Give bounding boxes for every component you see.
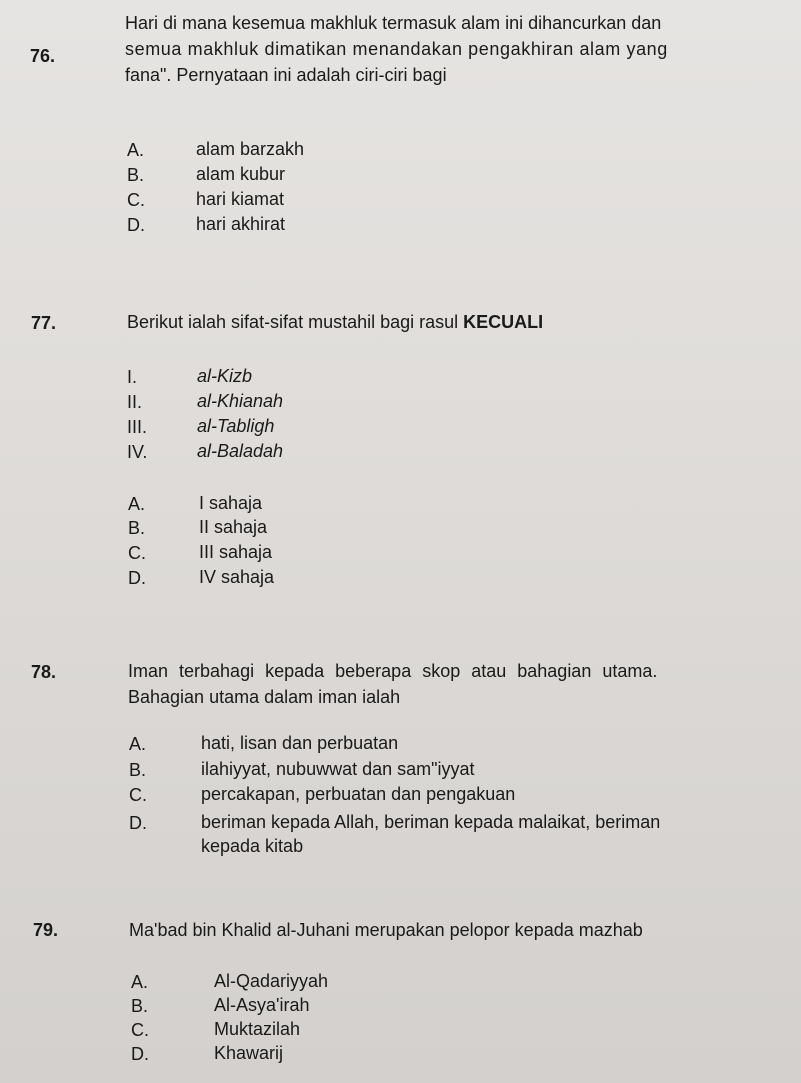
- question-line: Bahagian utama dalam iman ialah: [128, 687, 401, 707]
- option-c-letter: C.: [131, 1020, 149, 1040]
- option-c-text: percakapan, perbuatan dan pengakuan: [201, 784, 516, 804]
- option-d-letter: D.: [129, 813, 147, 833]
- option-b-letter: B.: [128, 518, 146, 538]
- option-d-letter: D.: [128, 568, 146, 588]
- option-d-letter: D.: [131, 1044, 149, 1064]
- option-c-text: hari kiamat: [196, 189, 285, 209]
- option-a-text: Al-Qadariyyah: [214, 971, 329, 991]
- question-text: Ma'bad bin Khalid al-Juhani merupakan pelopor kepada mazhab: [129, 920, 643, 940]
- statement-4-text: al-Baladah: [197, 441, 284, 461]
- question-number: 77.: [31, 313, 57, 333]
- option-b-text: alam kubur: [196, 164, 286, 184]
- option-a-text: I sahaja: [199, 493, 263, 513]
- question-line: Hari di mana kesemua makhluk termasuk alam ini dihancurkan dan: [125, 13, 662, 33]
- option-a-text: alam barzakh: [196, 139, 305, 159]
- option-c-letter: C.: [128, 543, 146, 563]
- option-d-text: hari akhirat: [196, 214, 286, 234]
- option-d-line: kepada kitab: [201, 836, 304, 856]
- question-text-emphasis: KECUALI: [463, 312, 544, 332]
- option-b-text: Al-Asya'irah: [214, 995, 310, 1015]
- question-number: 79.: [33, 920, 59, 940]
- option-b-text: II sahaja: [199, 517, 268, 537]
- statement-3-numeral: III.: [127, 417, 148, 437]
- option-b-letter: B.: [131, 996, 149, 1016]
- question-number: 78.: [31, 662, 57, 682]
- statement-2-numeral: II.: [127, 392, 143, 412]
- option-d-line: beriman kepada Allah, beriman kepada malaikat, beriman: [201, 812, 661, 832]
- question-line: fana". Pernyataan ini adalah ciri-ciri bagi: [125, 65, 447, 85]
- option-b-text: ilahiyyat, nubuwwat dan sam"iyyat: [201, 759, 475, 779]
- option-d-text: IV sahaja: [199, 567, 275, 587]
- option-c-letter: C.: [129, 785, 147, 805]
- option-a-letter: A.: [127, 140, 145, 160]
- option-c-letter: C.: [127, 190, 145, 210]
- statement-3-text: al-Tabligh: [197, 416, 275, 436]
- option-b-letter: B.: [127, 165, 145, 185]
- statement-4-numeral: IV.: [127, 442, 148, 462]
- option-d-letter: D.: [127, 215, 145, 235]
- option-d-text: [201, 810, 751, 858]
- question-text: [127, 309, 543, 335]
- option-b-letter: B.: [129, 760, 147, 780]
- question-text: [128, 658, 758, 710]
- option-a-text: hati, lisan dan perbuatan: [201, 733, 399, 753]
- option-c-text: III sahaja: [199, 542, 273, 562]
- option-d-text: Khawarij: [214, 1043, 284, 1063]
- option-c-text: Muktazilah: [214, 1019, 301, 1039]
- statement-2-text: al-Khianah: [197, 391, 284, 411]
- question-text-main: Berikut ialah sifat-sifat mustahil bagi rasul: [127, 312, 459, 332]
- option-a-letter: A.: [128, 494, 146, 514]
- option-a-letter: A.: [131, 972, 149, 992]
- question-number: 76.: [30, 46, 56, 66]
- question-line: Iman terbahagi kepada beberapa skop atau bahagian utama.: [128, 661, 658, 681]
- statement-1-text: al-Kizb: [197, 366, 253, 386]
- question-line: semua makhluk dimatikan menandakan pengakhiran alam yang: [125, 39, 668, 59]
- question-text: [125, 10, 755, 88]
- option-a-letter: A.: [129, 734, 147, 754]
- statement-1-numeral: I.: [127, 367, 138, 387]
